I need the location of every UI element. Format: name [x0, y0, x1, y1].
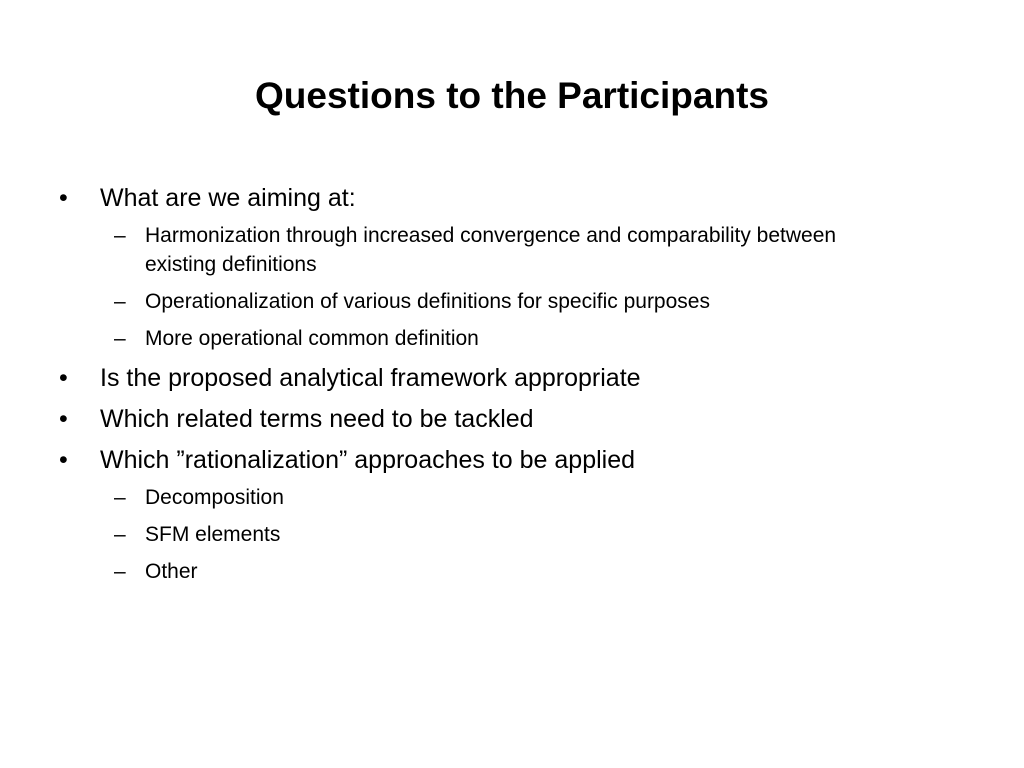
- bullet-item: [56, 362, 956, 394]
- bullet-icon: •: [59, 446, 68, 474]
- dash-icon: –: [114, 290, 126, 313]
- dash-icon: –: [114, 486, 126, 509]
- bullet-icon: •: [59, 405, 68, 433]
- bullet-item: [56, 182, 956, 353]
- sub-bullet-text: Harmonization through increased convergence and comparability between existing definitions: [145, 224, 837, 276]
- sub-bullet-item: [100, 287, 845, 316]
- sub-bullet-list: [100, 221, 956, 353]
- sub-bullet-item: [100, 557, 845, 586]
- sub-bullet-item: [100, 221, 845, 279]
- dash-icon: –: [114, 560, 126, 583]
- dash-icon: –: [114, 327, 126, 350]
- dash-icon: –: [114, 523, 126, 546]
- sub-bullet-text: Decomposition: [145, 486, 284, 509]
- sub-bullet-text: Other: [145, 560, 198, 583]
- bullet-list: [56, 182, 956, 586]
- sub-bullet-item: [100, 520, 845, 549]
- bullet-text: Is the proposed analytical framework appropriate: [100, 364, 641, 392]
- sub-bullet-text: SFM elements: [145, 523, 281, 546]
- dash-icon: –: [114, 224, 126, 247]
- bullet-text: Which ”rationalization” approaches to be applied: [100, 446, 636, 474]
- bullet-text: What are we aiming at:: [100, 184, 356, 212]
- sub-bullet-text: More operational common definition: [145, 327, 479, 350]
- bullet-icon: •: [59, 184, 68, 212]
- bullet-text: Which related terms need to be tackled: [100, 405, 534, 433]
- sub-bullet-item: [100, 483, 845, 512]
- sub-bullet-text: Operationalization of various definitions for specific purposes: [145, 290, 710, 313]
- sub-bullet-item: [100, 324, 845, 353]
- bullet-item: [56, 444, 956, 586]
- slide-title: Questions to the Participants: [255, 75, 769, 116]
- bullet-icon: •: [59, 364, 68, 392]
- bullet-item: [56, 403, 956, 435]
- sub-bullet-list: [100, 483, 956, 586]
